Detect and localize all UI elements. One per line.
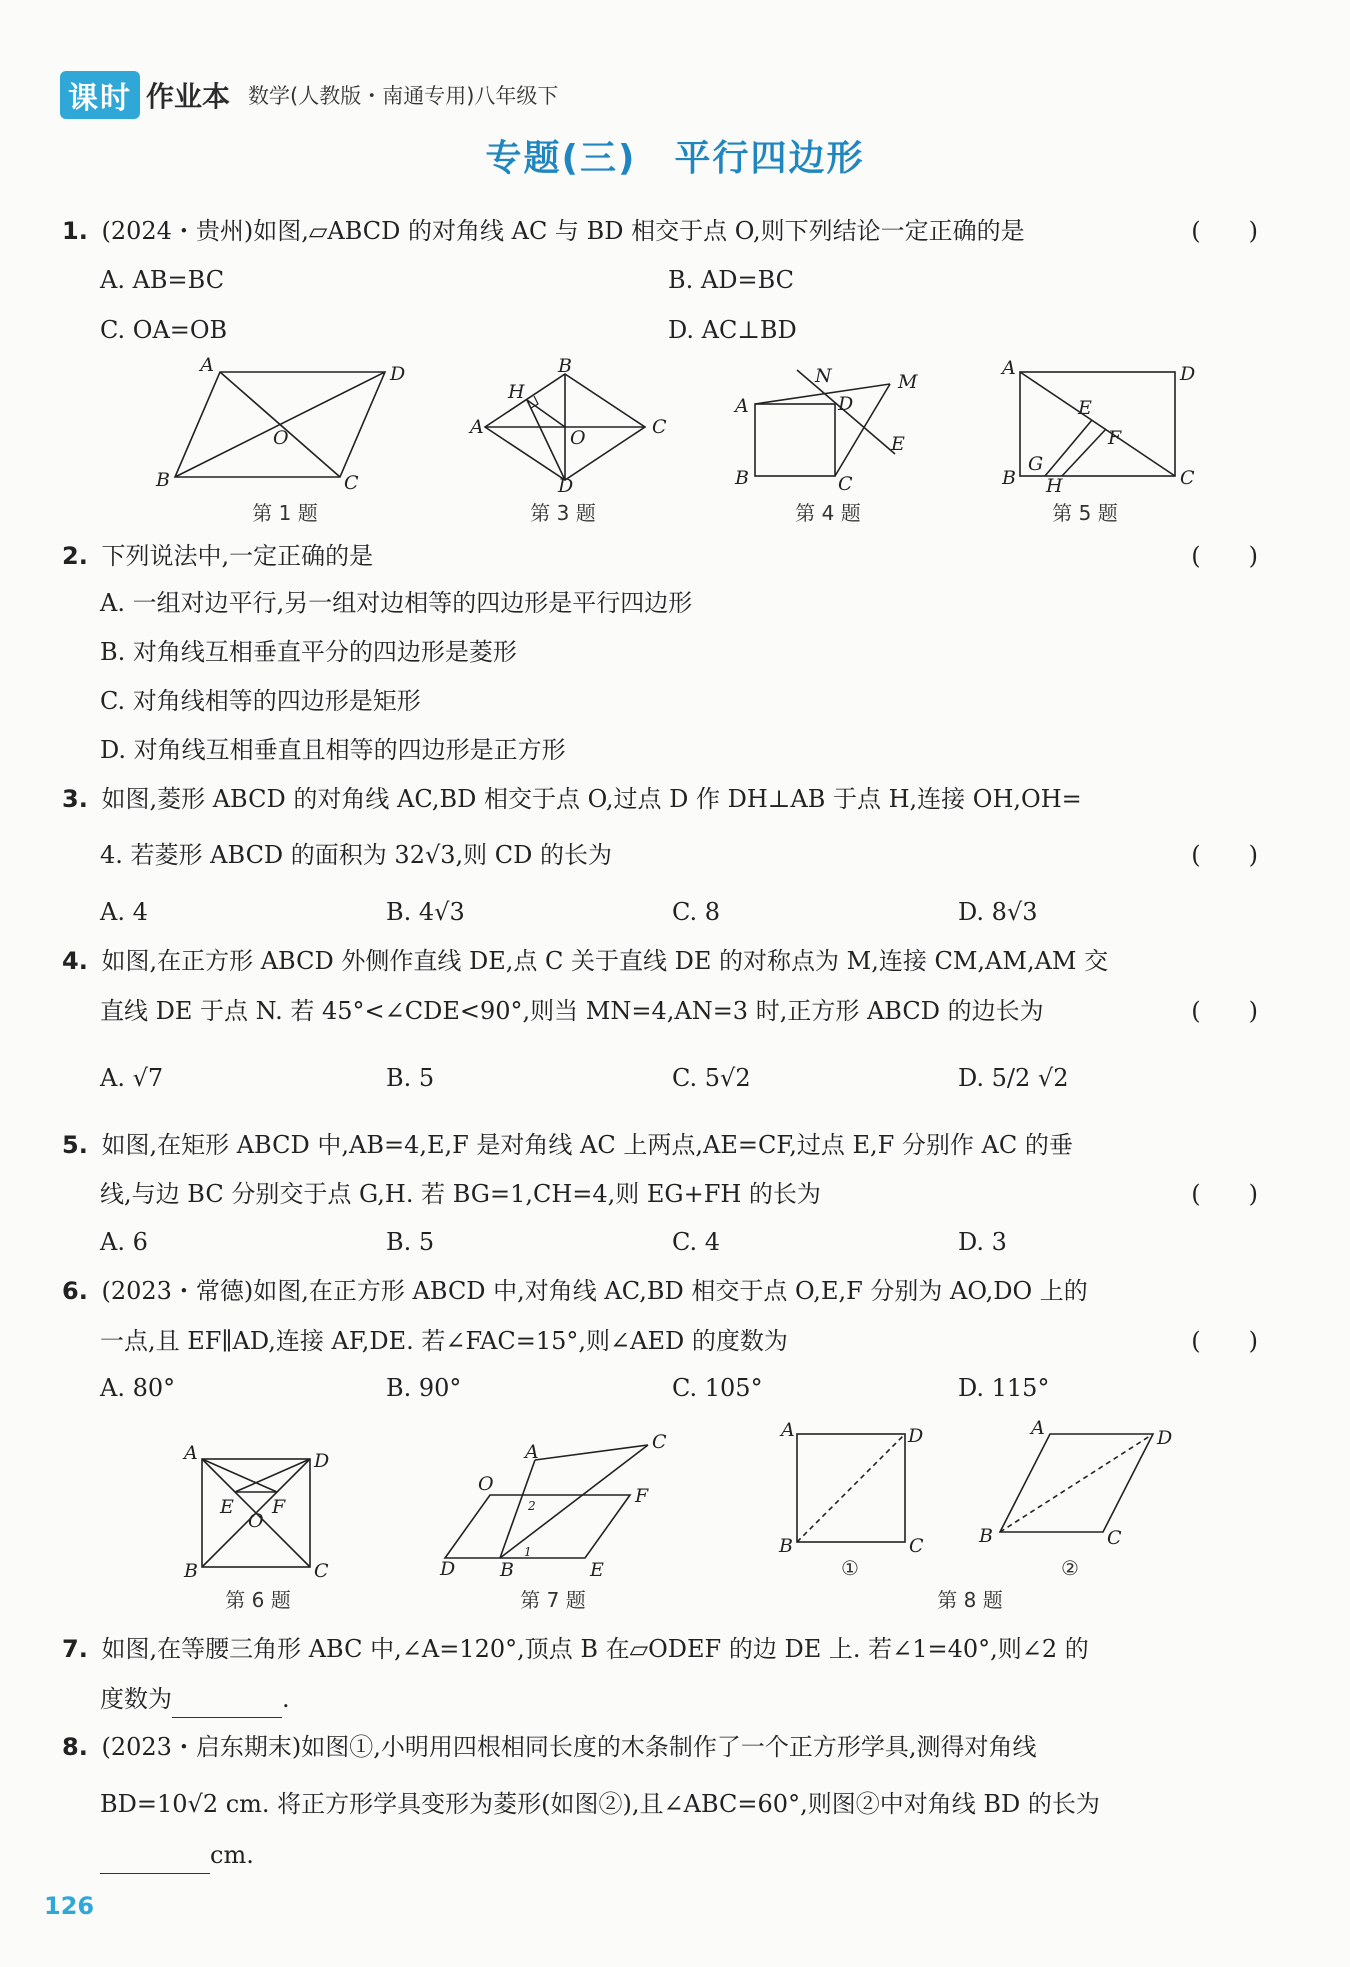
figure-q8-sublabel-2: ② [1061,1556,1079,1580]
svg-text:E: E [590,1559,604,1581]
option-d: D. 5/2 √2 [958,1064,1069,1092]
question-text-continued: 4. 若菱形 ABCD 的面积为 32√3,则 CD 的长为 [100,841,613,869]
svg-text:B: B [735,467,749,489]
question-6 [62,1272,1258,1310]
answer-paren: ( ) [1191,542,1258,570]
svg-text:2: 2 [528,1499,536,1513]
option-a: A. √7 [100,1064,164,1092]
svg-text:C: C [652,1431,667,1453]
option-c: C. 105° [672,1374,763,1402]
question-tail: cm. [210,1841,254,1869]
question-text-continued: 直线 DE 于点 N. 若 45°<∠CDE<90°,则当 MN=4,AN=3 时,正方形 ABCD 的边长为 [100,997,1044,1025]
question-text: 如图,在正方形 ABCD 外侧作直线 DE,点 C 关于直线 DE 的对称点为 M,连接 CM,AM,AM 交 [101,947,1109,975]
svg-text:D: D [838,393,854,415]
question-7-line2 [100,1680,290,1718]
figure-q6 [180,1442,330,1582]
caption-q3: 第 3 题 [530,501,596,525]
question-text: (2024・贵州)如图,▱ABCD 的对角线 AC 与 BD 相交于点 O,则下列结论一定正确的是 [101,217,1025,245]
caption-q6: 第 6 题 [225,1588,291,1612]
question-number: 7. [62,1635,88,1663]
svg-text:E: E [1078,397,1092,419]
option-d: D. 3 [958,1228,1007,1256]
svg-text:H: H [1046,475,1063,497]
answer-paren: ( ) [1191,1180,1258,1208]
figure-q4 [735,362,935,495]
option-b: B. AD=BC [668,266,795,294]
svg-text:F: F [272,1496,286,1518]
question-5 [62,1126,1258,1164]
option-b: B. 4√3 [386,898,465,926]
svg-text:D: D [314,1450,330,1472]
svg-text:O: O [570,427,586,449]
svg-text:B: B [500,1559,514,1581]
svg-text:O: O [248,1510,264,1532]
option-a: A. 80° [100,1374,176,1402]
option-b: B. 5 [386,1064,435,1092]
option-d: D. 115° [958,1374,1050,1402]
question-7 [62,1630,1258,1668]
svg-text:A: A [1002,357,1016,379]
svg-text:B: B [558,355,572,377]
option-b: B. 90° [386,1374,462,1402]
question-text: 下列说法中,一定正确的是 [101,542,374,570]
svg-text:B: B [979,1525,993,1547]
answer-paren: ( ) [1191,841,1258,869]
svg-text:D: D [1157,1427,1173,1449]
caption-q7: 第 7 题 [520,1588,586,1612]
answer-paren: ( ) [1191,217,1258,245]
figure-q8-sublabel-1: ① [841,1556,859,1580]
svg-text:D: D [440,1558,456,1580]
question-text-continued: 一点,且 EF∥AD,连接 AF,DE. 若∠FAC=15°,则∠AED 的度数为 [100,1327,788,1355]
question-8-line3 [100,1836,254,1874]
page-number: 126 [44,1892,95,1920]
caption-q4: 第 4 题 [795,501,861,525]
svg-text:C: C [1180,467,1195,489]
svg-text:D: D [908,1425,924,1447]
question-3-line2 [100,836,1258,874]
svg-text:E: E [891,433,905,455]
svg-text:O: O [273,427,289,449]
question-number: 2. [62,542,88,570]
subject-label: 数学(人教版・南通专用)八年级下 [248,84,559,108]
question-1 [62,212,1258,250]
option-d: D. 8√3 [958,898,1038,926]
page-title: 专题(三) 平行四边形 [485,138,865,179]
option-a: A. 4 [100,898,148,926]
option-d: D. AC⊥BD [668,316,797,344]
question-6-line2 [100,1322,1258,1360]
svg-text:D: D [390,363,406,385]
svg-text:A: A [735,395,749,417]
svg-text:F: F [1108,427,1122,449]
option-c: C. OA=OB [100,316,228,344]
svg-text:B: B [184,1560,198,1582]
question-text: (2023・启东期末)如图①,小明用四根相同长度的木条制作了一个正方形学具,测得对角线 [101,1733,1037,1761]
brand-text: 作业本 [146,80,231,113]
figure-q3 [470,355,670,497]
svg-text:N: N [815,365,832,387]
svg-text:B: B [779,1535,793,1557]
svg-text:B: B [1002,467,1016,489]
question-number: 1. [62,217,88,245]
option-a: A. 6 [100,1228,148,1256]
figure-q7 [440,1430,670,1580]
svg-text:H: H [508,381,525,403]
figure-q5 [1000,357,1200,497]
svg-text:A: A [781,1419,795,1441]
brand-logo: 课时 [60,71,140,119]
svg-text:C: C [314,1560,329,1582]
svg-text:1: 1 [524,1545,532,1559]
svg-text:C: C [909,1535,924,1557]
question-tail: . [282,1685,290,1713]
answer-paren: ( ) [1191,1327,1258,1355]
option-c: C. 8 [672,898,721,926]
svg-text:D: D [1180,363,1196,385]
caption-q1: 第 1 题 [252,501,318,525]
figure-q8-1 [775,1420,925,1570]
question-3 [62,780,1258,818]
question-text: 如图,菱形 ABCD 的对角线 AC,BD 相交于点 O,过点 D 作 DH⊥AB 于点 H,连接 OH,OH= [101,785,1082,813]
question-number: 4. [62,947,88,975]
question-8-line2: BD=10√2 cm. 将正方形学具变形为菱形(如图②),且∠ABC=60°,则图②中对角线 BD 的长为 [100,1790,1100,1818]
answer-blank[interactable] [172,1691,282,1718]
svg-text:A: A [525,1441,539,1463]
svg-text:F: F [635,1485,649,1507]
svg-text:E: E [220,1496,234,1518]
question-text-continued: 线,与边 BC 分别交于点 G,H. 若 BG=1,CH=4,则 EG+FH 的长为 [100,1180,821,1208]
svg-text:A: A [184,1442,198,1464]
svg-text:B: B [156,469,170,491]
answer-blank[interactable] [100,1847,210,1874]
question-4 [62,942,1258,980]
option-c: C. 4 [672,1228,721,1256]
header [60,72,558,118]
figure-q1 [156,354,406,494]
svg-text:A: A [470,416,484,438]
option-b: B. 对角线互相垂直平分的四边形是菱形 [100,638,517,666]
question-text: 如图,在矩形 ABCD 中,AB=4,E,F 是对角线 AC 上两点,AE=CF,过点 E,F 分别作 AC 的垂 [101,1131,1073,1159]
svg-text:C: C [838,473,853,495]
question-4-line2 [100,992,1258,1030]
option-b: B. 5 [386,1228,435,1256]
option-a: A. 一组对边平行,另一组对边相等的四边形是平行四边形 [100,589,693,617]
svg-text:A: A [1031,1417,1045,1439]
question-5-line2 [100,1175,1258,1213]
svg-text:O: O [478,1473,494,1495]
question-number: 8. [62,1733,88,1761]
svg-text:D: D [558,475,574,497]
question-number: 5. [62,1131,88,1159]
svg-text:G: G [1028,453,1044,475]
question-number: 6. [62,1277,88,1305]
option-c: C. 5√2 [672,1064,751,1092]
question-number: 3. [62,785,88,813]
question-2 [62,537,1258,575]
option-c: C. 对角线相等的四边形是矩形 [100,687,421,715]
caption-q8: 第 8 题 [937,1588,1003,1612]
answer-paren: ( ) [1191,997,1258,1025]
question-8 [62,1728,1258,1766]
svg-text:C: C [1107,1527,1122,1549]
svg-text:M: M [898,371,918,393]
option-d: D. 对角线互相垂直且相等的四边形是正方形 [100,736,566,764]
question-text: 如图,在等腰三角形 ABC 中,∠A=120°,顶点 B 在▱ODEF 的边 DE 上. 若∠1=40°,则∠2 的 [101,1635,1089,1663]
svg-text:A: A [200,354,214,376]
figure-q8-2 [975,1417,1175,1570]
option-a: A. AB=BC [100,266,225,294]
caption-q5: 第 5 题 [1052,501,1118,525]
svg-text:C: C [652,416,667,438]
svg-text:C: C [344,472,359,494]
question-text: (2023・常德)如图,在正方形 ABCD 中,对角线 AC,BD 相交于点 O,E,F 分别为 AO,DO 上的 [101,1277,1088,1305]
question-text-continued: 度数为 [100,1685,172,1713]
